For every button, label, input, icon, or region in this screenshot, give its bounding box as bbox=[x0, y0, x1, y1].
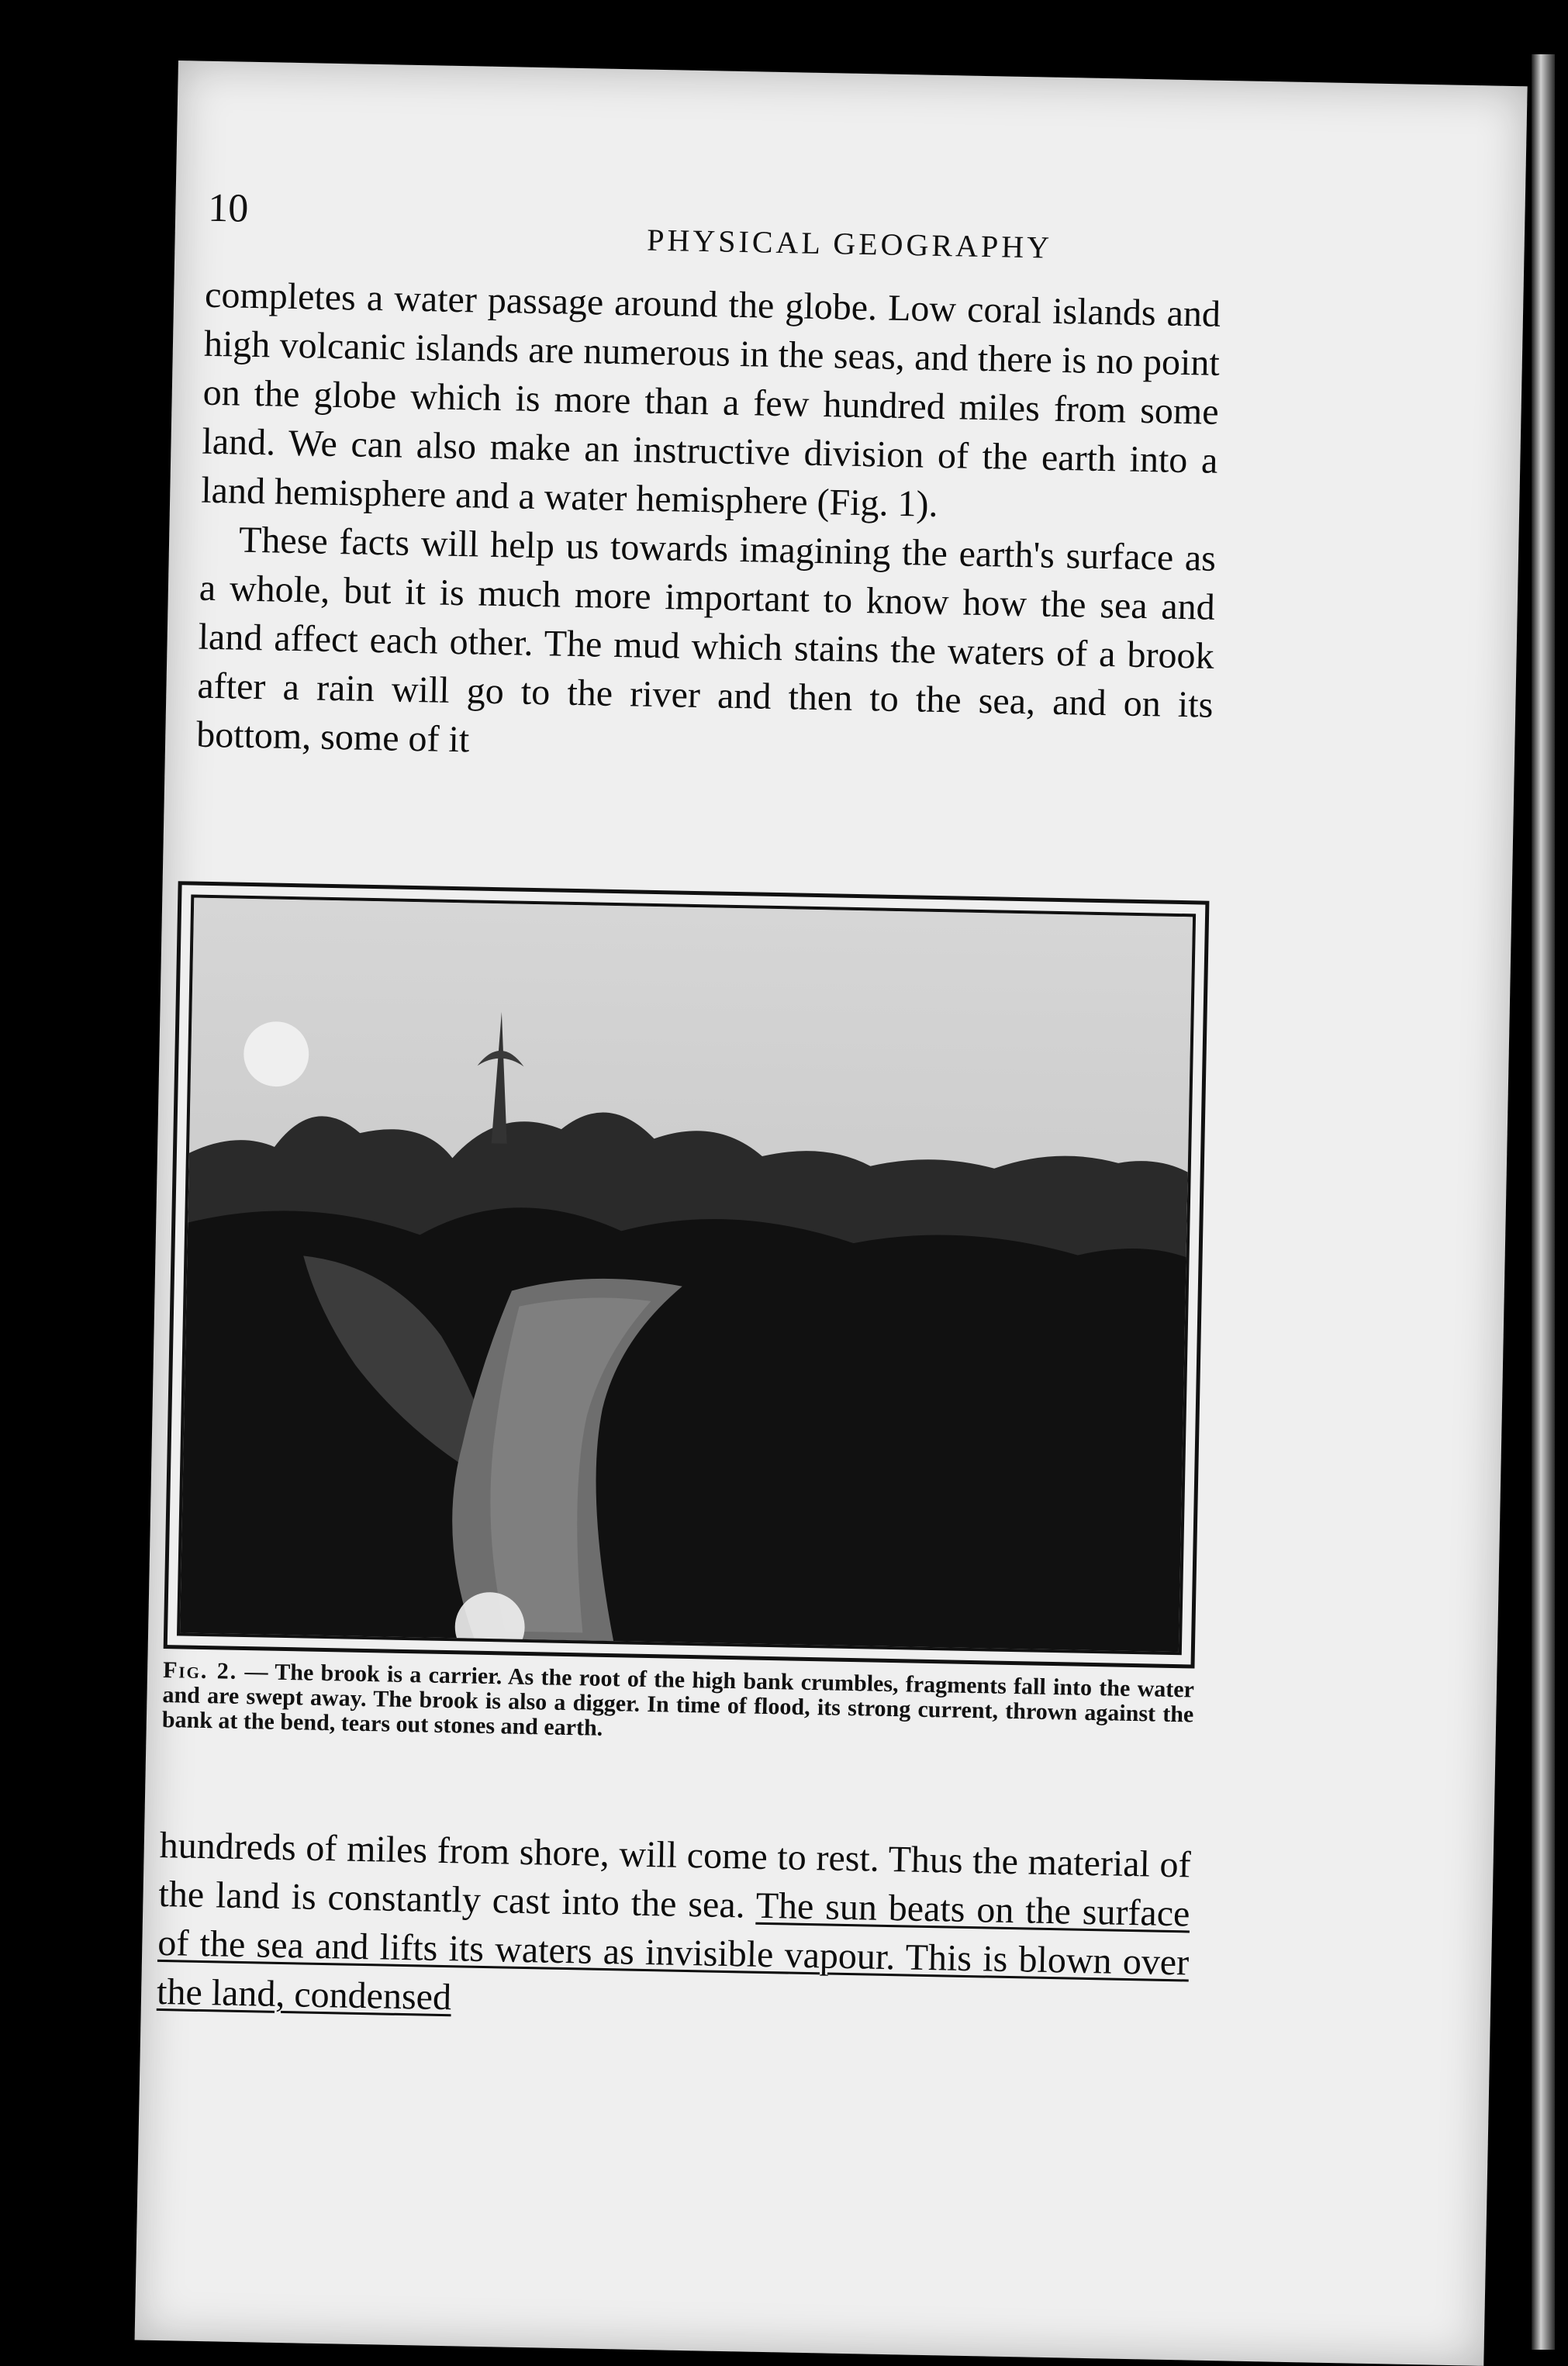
body-text-top bbox=[196, 271, 1221, 779]
figure-label: Fig. 2. bbox=[162, 1657, 238, 1684]
figure-caption-text: — The brook is a carrier. As the root of the high bank crumbles, fragments fall into the water and are swept away. The brook is also a digger. In time of flood, its strong current, thrown against the bank at the bend, tears out stones and earth. bbox=[161, 1658, 1195, 1741]
underlined-passage: The sun beats on the surface of the sea and lifts its waters as invisible vapour. This is blown over the land, condensed bbox=[156, 1884, 1190, 2019]
paragraph: completes a water passage around the globe. Low coral islands and high volcanic islands are numerous in the seas, and there is no point on the globe which is more than a few hundred miles from some land. We can also make an instructive division of the earth into a land hemisphere and a water hemisphere (Fig. 1). bbox=[200, 274, 1221, 525]
paragraph-text: hundreds of miles from shore, will come to rest. Thus the material of the land is constantly cast into the sea. bbox=[158, 1824, 1192, 1926]
page-number: 10 bbox=[207, 185, 249, 231]
body-text-bottom bbox=[157, 1821, 1192, 2036]
brook-landscape-illustration bbox=[180, 898, 1193, 1653]
book-page bbox=[135, 60, 1528, 2366]
paragraph: These facts will help us towards imagining the earth's surface as a whole, but it is much more important to know how the sea and land affect each other. The mud which stains the waters of a brook after a rain will go to the river and then to the sea, and on its bottom, some of it bbox=[195, 519, 1217, 761]
page-edge bbox=[1532, 54, 1555, 2350]
paragraph bbox=[157, 1821, 1192, 2036]
brook-photo bbox=[177, 895, 1196, 1656]
figure-caption bbox=[162, 1658, 1195, 1753]
running-head: PHYSICAL GEOGRAPHY bbox=[646, 222, 1053, 265]
figure-frame bbox=[164, 881, 1210, 1668]
